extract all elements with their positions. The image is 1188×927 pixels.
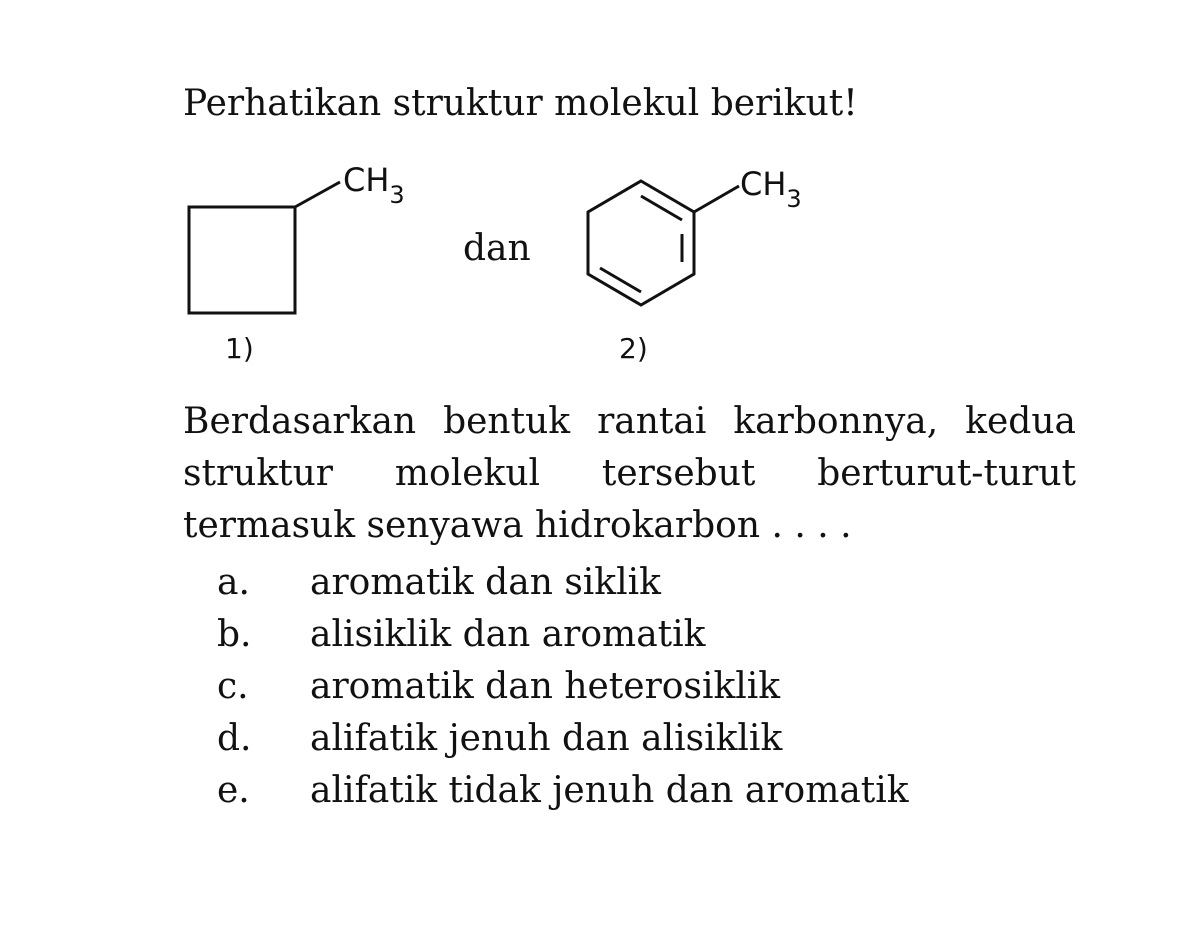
molecule-1-substituent bbox=[343, 161, 405, 209]
question-body-line-3: termasuk senyawa hidrokarbon . . . . bbox=[183, 505, 852, 546]
question-prompt: Perhatikan struktur molekul berikut! bbox=[183, 83, 858, 124]
methyl-bond-2 bbox=[694, 186, 739, 212]
option-e[interactable] bbox=[217, 765, 909, 817]
question-body-line-2: struktur molekul tersebut berturut-turut bbox=[183, 453, 1076, 494]
option-letter: e. bbox=[217, 770, 250, 811]
answer-options bbox=[217, 557, 909, 817]
option-letter: c. bbox=[217, 666, 249, 707]
molecule-1-methylcyclobutane bbox=[189, 182, 340, 313]
option-c[interactable] bbox=[217, 661, 909, 713]
option-text: alifatik tidak jenuh dan aromatik bbox=[310, 770, 909, 811]
option-letter: a. bbox=[217, 562, 250, 603]
molecule-2-label: 2) bbox=[619, 332, 648, 365]
double-bond-inner-3 bbox=[600, 268, 641, 292]
molecule-2-substituent bbox=[740, 165, 802, 213]
connector-word: dan bbox=[463, 228, 531, 269]
option-text: aromatik dan siklik bbox=[310, 562, 661, 603]
molecule-1-substituent-subscript: 3 bbox=[389, 181, 405, 209]
option-d[interactable] bbox=[217, 713, 909, 765]
cyclobutane-ring bbox=[189, 207, 295, 313]
double-bond-inner-1 bbox=[641, 196, 682, 220]
molecule-1-label: 1) bbox=[225, 332, 254, 365]
option-text: alisiklik dan aromatik bbox=[310, 614, 706, 655]
molecule-2-toluene bbox=[588, 181, 739, 305]
question-body bbox=[183, 396, 1076, 552]
option-text: alifatik jenuh dan alisiklik bbox=[310, 718, 783, 759]
molecule-1-substituent-main: CH bbox=[343, 161, 390, 199]
molecule-2-substituent-subscript: 3 bbox=[786, 185, 802, 213]
option-text: aromatik dan heterosiklik bbox=[310, 666, 781, 707]
option-a[interactable] bbox=[217, 557, 909, 609]
option-letter: d. bbox=[217, 718, 252, 759]
option-letter: b. bbox=[217, 614, 252, 655]
molecule-2-substituent-main: CH bbox=[740, 165, 787, 203]
option-b[interactable] bbox=[217, 609, 909, 661]
methyl-bond-1 bbox=[295, 182, 340, 207]
question-body-line-1: Berdasarkan bentuk rantai karbonnya, kedua bbox=[183, 401, 1076, 442]
molecule-structures bbox=[0, 0, 1188, 400]
benzene-ring bbox=[588, 181, 694, 305]
